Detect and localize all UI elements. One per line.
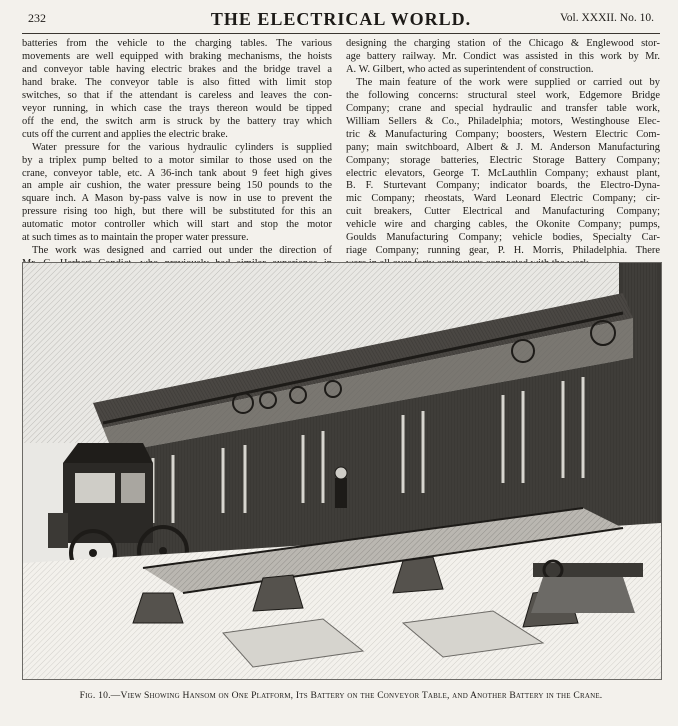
text-line: The work was designed and carried out under the direction of (32, 245, 332, 257)
text-line: at such times as to maintain the proper water pressure. (22, 232, 249, 244)
text-line: designing the charging station of the Chicago & Englewood stor- (346, 38, 660, 49)
right-column (346, 38, 660, 271)
text-line: cuit breakers, Cutter Electrical and Manufacturing Company; (346, 206, 660, 218)
text-line: cuts off the current and applies the electric brake. (22, 128, 228, 140)
text-line: pressure rising too high, but there will be substituted for this an (22, 206, 332, 218)
text-line: by a triplex pump belted to a motor similar to those used on the (22, 154, 332, 166)
engraving-figure (22, 262, 662, 680)
text-line: pany; main switchboard, Albert & J. M. Anderson Manufacturing (346, 141, 660, 153)
text-line: veyor running, in which case the trays thereon would be tipped (22, 102, 332, 114)
text-line: mic Company; rheostats, Ward Leonard Electric Company; cir- (346, 193, 660, 205)
figure-caption: Fig. 10.—View Showing Hansom on One Platform, Its Battery on the Conveyor Table, and Another Battery in the Crane. (79, 690, 603, 701)
text-line: William Sellers & Co., Philadelphia; motors, Westinghouse Elec- (346, 115, 660, 127)
text-line: A. W. Gilbert, who acted as superintendent of construction. (346, 63, 594, 75)
left-column (22, 38, 332, 271)
text-line: tric & Manufacturing Company; boosters, Western Electric Com- (346, 128, 660, 140)
engraving-illustration (23, 263, 661, 679)
journal-title: THE ELECTRICAL WORLD. (210, 9, 472, 29)
text-line: Water pressure for the various hydraulic cylinders is supplied (32, 141, 332, 153)
floor-crane (531, 561, 643, 613)
text-line: vehicle wire and charging cables, the Okonite Company; pumps, (346, 219, 660, 231)
text-line: age battery railway. Mr. Condict was assisted in this work by Mr. (346, 50, 660, 62)
text-line: square inch. A Mason by-pass valve is now in use to prevent the (22, 193, 332, 205)
text-line: automatic motor controller which will start and stop the motor (22, 219, 332, 231)
page-number: 232 (28, 11, 46, 25)
attendant-figure (335, 467, 347, 508)
text-line: electric elevators, George T. McLauthlin Company; exhaust plant, (346, 167, 660, 179)
volume-number: Vol. XXXII. No. 10. (559, 12, 654, 24)
text-line: movements are well equipped with braking mechanisms, the hoists (22, 50, 332, 62)
text-line: and conveyor table having electric brakes and the bridge travel a (22, 63, 332, 75)
text-line: hand brake. The conveyor table is also fitted with limit stop (22, 76, 332, 88)
header-rule (22, 33, 660, 34)
text-line: batteries from the vehicle to the charging tables. The various (22, 38, 332, 49)
text-line: crane, conveyor table, etc. A 36-inch tank about 9 feet high gives (22, 167, 332, 179)
text-line: an ample air cushion, the water pressure being 150 pounds to the (22, 180, 332, 192)
text-line: switches, so that if the attendant is careless and leaves the con- (22, 89, 332, 101)
text-line: Company; storage batteries, Electric Storage Battery Company; (346, 154, 660, 166)
text-line: B. F. Sturtevant Company; indicator boards, the Electro-Dyna- (346, 180, 660, 192)
page-header (22, 9, 660, 33)
text-line: off the end, the switch arm is struck by the battery tray which (22, 115, 332, 127)
text-line: The main feature of the work were supplied or carried out by (356, 76, 660, 88)
text-line: the following concerns: structural steel work, Edgemore Bridge (346, 89, 660, 101)
text-line: Company; crane and special hydraulic and transfer table work, (346, 102, 660, 114)
text-line: riage Company; running gear, P. H. Morris, Philadelphia. There (346, 245, 660, 257)
text-line: Goulds Manufacturing Company; vehicle bodies, Specialty Car- (346, 232, 660, 244)
